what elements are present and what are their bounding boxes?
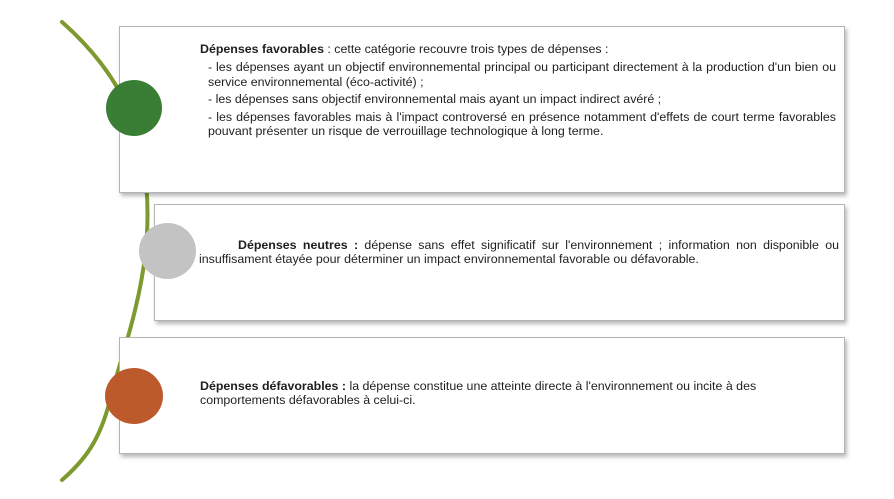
neutral-title: Dépenses neutres : [238, 238, 359, 252]
favorable-item-3: - les dépenses favorables mais à l'impact controversé en présence notamment d'effets de court terme favorables pouvant présenter un risque de verrouillage technologique à long terme. [208, 109, 836, 139]
neutral-description: dépense sans effet significatif sur l'environnement ; information non disponible ou insuffisament étayée pour déterminer un impact environnemental favorable ou défavorable. [199, 238, 839, 267]
favorable-item-1: - les dépenses ayant un objectif environnemental principal ou participant directement à la production d'un bien ou service environnemental (éco-activité) ; [208, 60, 836, 89]
neutral-text [199, 238, 839, 267]
favorable-lead [200, 42, 836, 56]
unfavorable-text [200, 379, 835, 408]
favorable-item-2: - les dépenses sans objectif environnemental mais ayant un impact indirect avéré ; [208, 92, 662, 107]
favorable-intro: : cette catégorie recouvre trois types de dépenses : [323, 42, 609, 56]
favorable-dot [106, 80, 162, 136]
neutral-dot [139, 223, 196, 279]
favorable-text [200, 42, 836, 141]
favorable-title: Dépenses favorables [200, 42, 324, 56]
unfavorable-title: Dépenses défavorables : [200, 379, 346, 393]
unfavorable-dot [105, 368, 163, 424]
unfavorable-description: la dépense constitue une atteinte directe à l'environnement ou incite à des comportements défavorables à celui-ci. [200, 379, 757, 408]
